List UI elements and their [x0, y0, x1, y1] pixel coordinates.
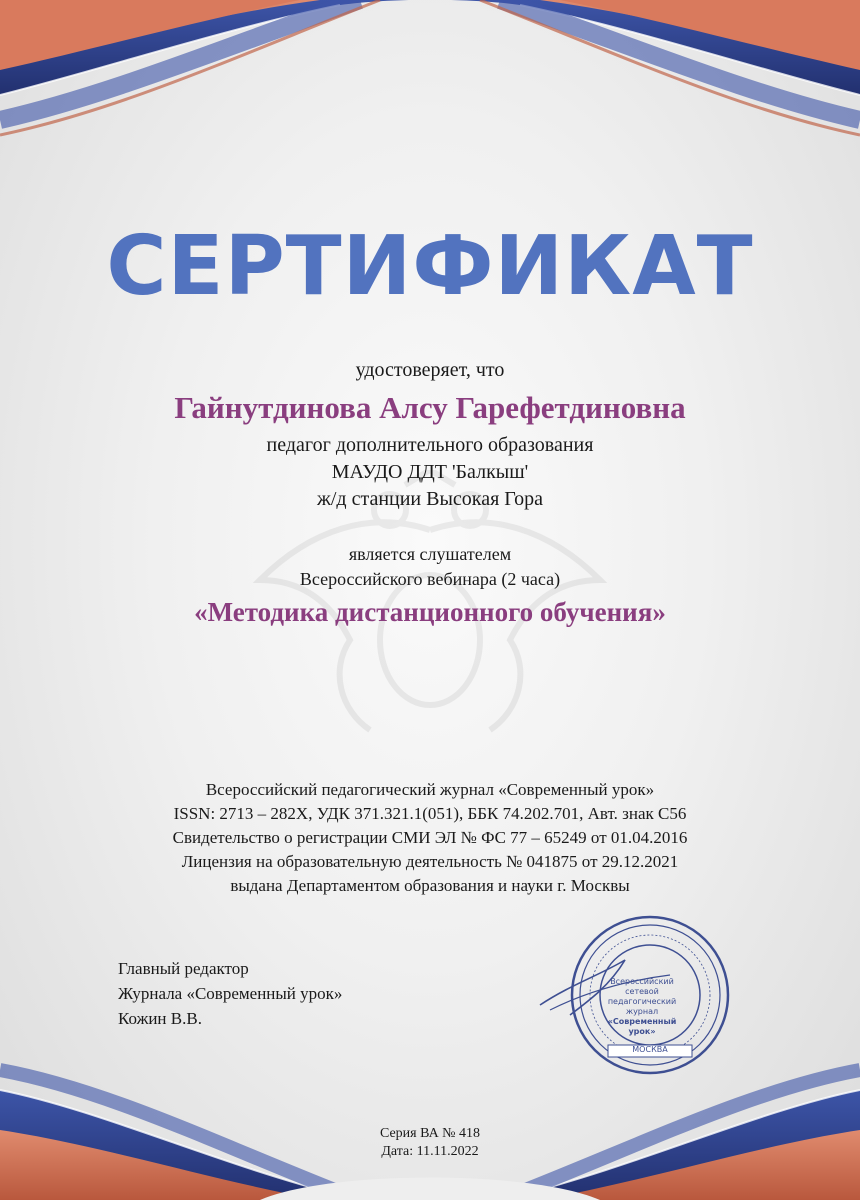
stamp-inscription [596, 977, 688, 1037]
issn-line: ISSN: 2713 – 282X, УДК 371.321.1(051), ББК 74.202.701, Авт. знак С56 [173, 804, 687, 823]
registration-line: Свидетельство о регистрации СМИ ЭЛ № ФС 77 – 65249 от 01.04.2016 [172, 828, 688, 847]
stamp-line-1: Всероссийский сетевой [610, 977, 674, 996]
editor-journal: Журнала «Современный урок» [118, 984, 343, 1003]
stamp-city: МОСКВА [632, 1045, 668, 1054]
stamp-line-2: педагогический журнал [607, 997, 677, 1016]
recipient-location: ж/д станции Высокая Гора [317, 488, 543, 510]
serial-number: Серия ВА № 418 [379, 1126, 481, 1141]
stamp-line-3: «Современный урок» [607, 1017, 677, 1036]
editor-block [118, 956, 342, 1031]
recipient-position: педагог дополнительного образования [266, 434, 594, 456]
license-line: Лицензия на образовательную деятельность № 041875 от 29.12.2021 [181, 852, 679, 871]
webinar-title: «Методика дистанционного обучения» [194, 597, 666, 627]
event-text: Всероссийского вебинара (2 часа) [299, 569, 561, 589]
top-wave-decoration [0, 0, 860, 150]
recipient-organization: МАУДО ДДТ 'Балкыш' [331, 461, 529, 483]
journal-name: Всероссийский педагогический журнал «Современный урок» [205, 780, 655, 799]
serial-block [280, 1125, 580, 1161]
status-text: является слушателем [348, 544, 512, 564]
editor-name: Кожин В.В. [118, 1009, 202, 1028]
certifies-text: удостоверяет, что [355, 359, 505, 381]
editor-role: Главный редактор [118, 959, 249, 978]
certificate-title: СЕРТИФИКАТ [106, 219, 754, 314]
issue-date: Дата: 11.11.2022 [381, 1144, 479, 1159]
issued-by-line: выдана Департаментом образования и науки г. Москвы [230, 876, 630, 895]
recipient-name: Гайнутдинова Алсу Гарефетдиновна [174, 390, 686, 425]
